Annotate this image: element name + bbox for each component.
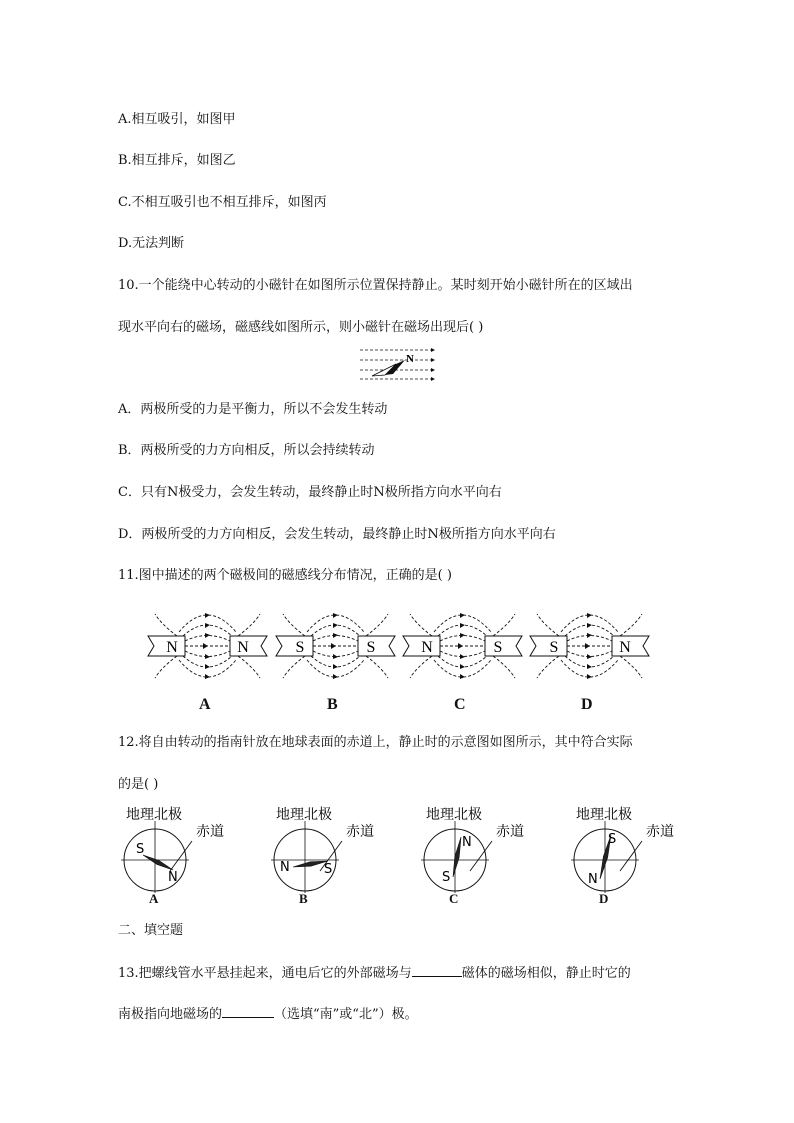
- q9-option-d: D.无法判断: [118, 236, 185, 251]
- q10-option-c: C．只有N极受力，会发生转动，最终静止时N极所指方向水平向右: [118, 485, 502, 500]
- right-pole-label: S: [366, 639, 376, 656]
- equator-label: 赤道: [496, 824, 524, 840]
- q12-stem-line2: 的是( ): [118, 777, 159, 792]
- needle-pole-a-label: N: [462, 835, 472, 850]
- q12-figure-b: [268, 803, 398, 895]
- q13-blank-2[interactable]: [222, 1005, 274, 1018]
- needle-pole-b-label: N: [588, 872, 598, 887]
- q11-option-label: D: [581, 696, 593, 713]
- q10-needle-figure: [355, 343, 439, 383]
- geographic-north-label: 地理北极: [276, 807, 332, 823]
- q13-line2: [118, 1005, 418, 1023]
- q11-figure-a: [145, 600, 270, 692]
- q12-option-label: C: [449, 891, 459, 906]
- equator-label: 赤道: [346, 824, 374, 840]
- needle-pole-a-label: N: [280, 860, 290, 875]
- q10-stem-line2: 现水平向右的磁场，磁感线如图所示，则小磁针在磁场出现后( ): [118, 320, 484, 335]
- q12-option-label: B: [299, 891, 308, 906]
- section-title: 二、填空题: [118, 923, 184, 938]
- q10-option-d: D．两极所受的力方向相反，会发生转动，最终静止时N极所指方向水平向右: [118, 527, 556, 542]
- q12-figure-a: [118, 803, 248, 895]
- right-pole-label: N: [619, 639, 631, 656]
- q13-blank-1[interactable]: [412, 964, 462, 977]
- left-pole-label: S: [549, 639, 559, 656]
- q10-option-b: B．两极所受的力方向相反，所以会持续转动: [118, 443, 375, 458]
- q10-option-a: A．两极所受的力是平衡力，所以不会发生转动: [118, 402, 388, 417]
- q9-option-a: A.相互吸引，如图甲: [118, 112, 236, 127]
- q9-option-b: B.相互排斥，如图乙: [118, 153, 236, 168]
- right-pole-label: S: [493, 639, 503, 656]
- needle-n-label: N: [406, 353, 414, 365]
- left-pole-label: N: [421, 639, 433, 656]
- q12-option-label: A: [149, 891, 159, 906]
- q13-text-3: 南极指向地磁场的: [118, 1007, 223, 1022]
- q11-figure-c: [400, 600, 525, 692]
- geographic-north-label: 地理北极: [426, 807, 482, 823]
- needle-pole-b-label: S: [442, 870, 451, 885]
- q13-text-2: 磁体的磁场相似，静止时它的: [461, 966, 631, 981]
- q12-stem-line1: 12.将自由转动的指南针放在地球表面的赤道上，静止时的示意图如图所示，其中符合实际: [118, 735, 633, 750]
- needle-pole-b-label: S: [324, 862, 333, 877]
- left-pole-label: N: [166, 639, 178, 656]
- q10-stem-line1: 10.一个能绕中心转动的小磁针在如图所示位置保持静止。某时刻开始小磁针所在的区域出: [118, 278, 633, 293]
- q13-line1: [118, 964, 631, 982]
- geographic-north-label: 地理北极: [576, 807, 632, 823]
- q13-text-4: （选填“南”或“北”）极。: [274, 1007, 418, 1022]
- q9-option-c: C.不相互吸引也不相互排斥，如图丙: [118, 195, 327, 210]
- q11-option-label: B: [327, 696, 338, 713]
- needle-pole-b-label: N: [168, 870, 178, 885]
- equator-label: 赤道: [646, 824, 674, 840]
- left-pole-label: S: [295, 639, 305, 656]
- q12-figure-c: [418, 803, 548, 895]
- q12-option-label: D: [599, 891, 609, 906]
- q11-stem: 11.图中描述的两个磁极间的磁感线分布情况，正确的是( ): [118, 568, 452, 583]
- right-pole-label: N: [237, 639, 249, 656]
- q13-text-1: 13.把螺线管水平悬挂起来，通电后它的外部磁场与: [118, 966, 412, 981]
- q12-figure-d: [568, 803, 698, 895]
- needle-pole-a-label: S: [136, 842, 145, 857]
- field-line-arrows: [431, 348, 435, 381]
- q11-option-label: A: [199, 696, 211, 713]
- geographic-north-label: 地理北极: [126, 807, 182, 823]
- q11-figure-d: [527, 600, 652, 692]
- compass-needle: [372, 360, 405, 376]
- needle-pole-a-label: S: [608, 832, 617, 847]
- equator-label: 赤道: [196, 824, 224, 840]
- q11-option-label: C: [454, 696, 466, 713]
- q11-figure-b: [273, 600, 398, 692]
